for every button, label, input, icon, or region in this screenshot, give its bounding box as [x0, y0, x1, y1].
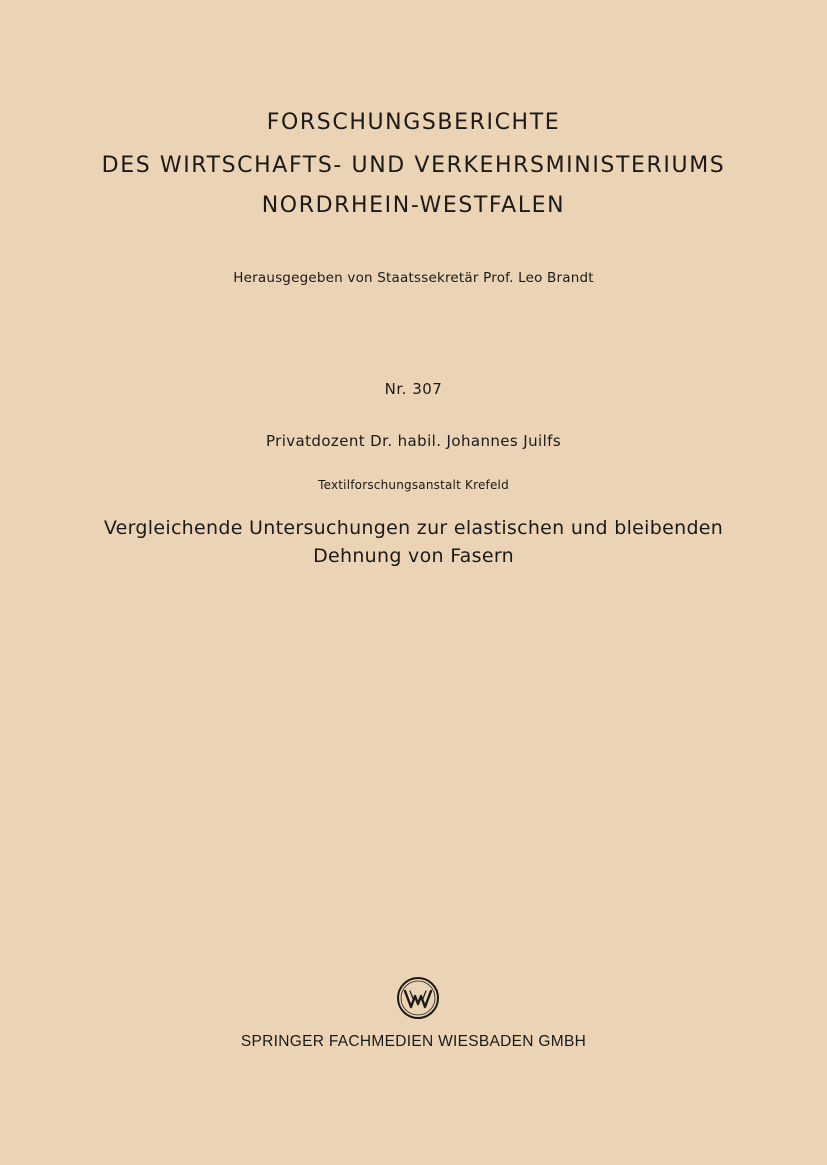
book-title-line-1: Vergleichende Untersuchungen zur elastischen und bleibenden: [103, 517, 724, 539]
series-title-line-2: DES WIRTSCHAFTS- UND VERKEHRSMINISTERIUMS: [101, 153, 726, 178]
publisher: SPRINGER FACHMEDIEN WIESBADEN GMBH: [240, 1033, 587, 1050]
author: Privatdozent Dr. habil. Johannes Juilfs: [265, 432, 562, 450]
editor-note: Herausgegeben von Staatssekretär Prof. Leo Brandt: [233, 270, 594, 286]
series-title-line-1: FORSCHUNGSBERICHTE: [266, 110, 561, 135]
springer-vw-logo-icon: [396, 976, 440, 1020]
book-title-line-2: Dehnung von Fasern: [313, 545, 514, 567]
institute: Textilforschungsanstalt Krefeld: [318, 478, 509, 492]
series-number: Nr. 307: [384, 380, 443, 398]
series-title-line-3: NORDRHEIN-WESTFALEN: [261, 193, 566, 218]
